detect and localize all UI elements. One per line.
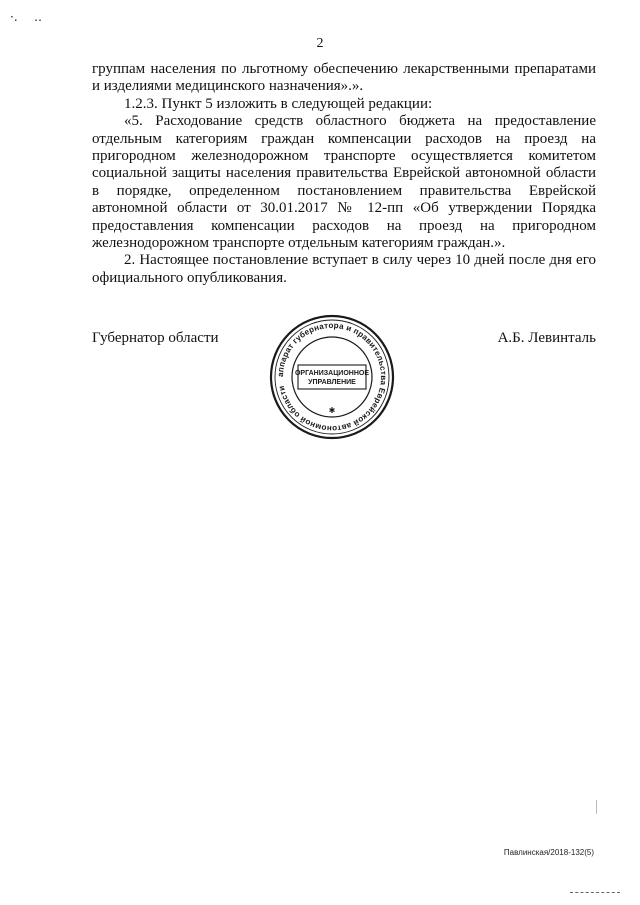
seal-inner-ring bbox=[292, 337, 372, 417]
seal-star-icon: ✱ bbox=[328, 406, 336, 415]
footer-code: Павлинская/2018-132(5) bbox=[503, 848, 594, 857]
scan-mark-left: ·. bbox=[10, 10, 18, 24]
document-body bbox=[92, 61, 596, 287]
scan-mark-right: ‥ bbox=[34, 10, 43, 24]
seal-center-line-1: ОРГАНИЗАЦИОННОЕ bbox=[294, 370, 370, 377]
footer-divider bbox=[570, 892, 620, 893]
signatory-name: А.Б. Левинталь bbox=[497, 330, 596, 346]
signatory-title: Губернатор области bbox=[92, 330, 219, 346]
paragraph-continuation: группам населения по льготному обеспечению лекарственными препаратами и изделиями медицинского назначения».». bbox=[92, 61, 596, 95]
paragraph-item-2: 2. Настоящее постановление вступает в силу через 10 дней после дня его официального опубликования. bbox=[92, 252, 596, 286]
paragraph-item-5: «5. Расходование средств областного бюджета на предоставление отдельным категориям граждан компенсации расходов на проезд на пригородном железнодорожном транспорте осуществляется комитетом социальной защиты населения правительства Еврейской автономной области в порядке, определенном постановлением правительства Еврейской автономной области от 30.01.2017 № 12-пп «Об утверждении Порядка предоставления компенсации расходов на проезд на пригородном железнодорожном транспорте отдельным категориям граждан.». bbox=[92, 113, 596, 252]
seal-center-line-2: УПРАВЛЕНИЕ bbox=[308, 379, 356, 386]
page-number: 2 bbox=[316, 36, 324, 51]
paragraph-item-1-2-3: 1.2.3. Пункт 5 изложить в следующей редакции: bbox=[124, 95, 433, 112]
seal-outer-ring bbox=[271, 316, 393, 438]
margin-tick bbox=[596, 800, 597, 814]
official-seal-stamp bbox=[268, 313, 396, 441]
seal-ring-text: аппарат губернатора и правительства Еврейской автономной области bbox=[275, 320, 389, 434]
